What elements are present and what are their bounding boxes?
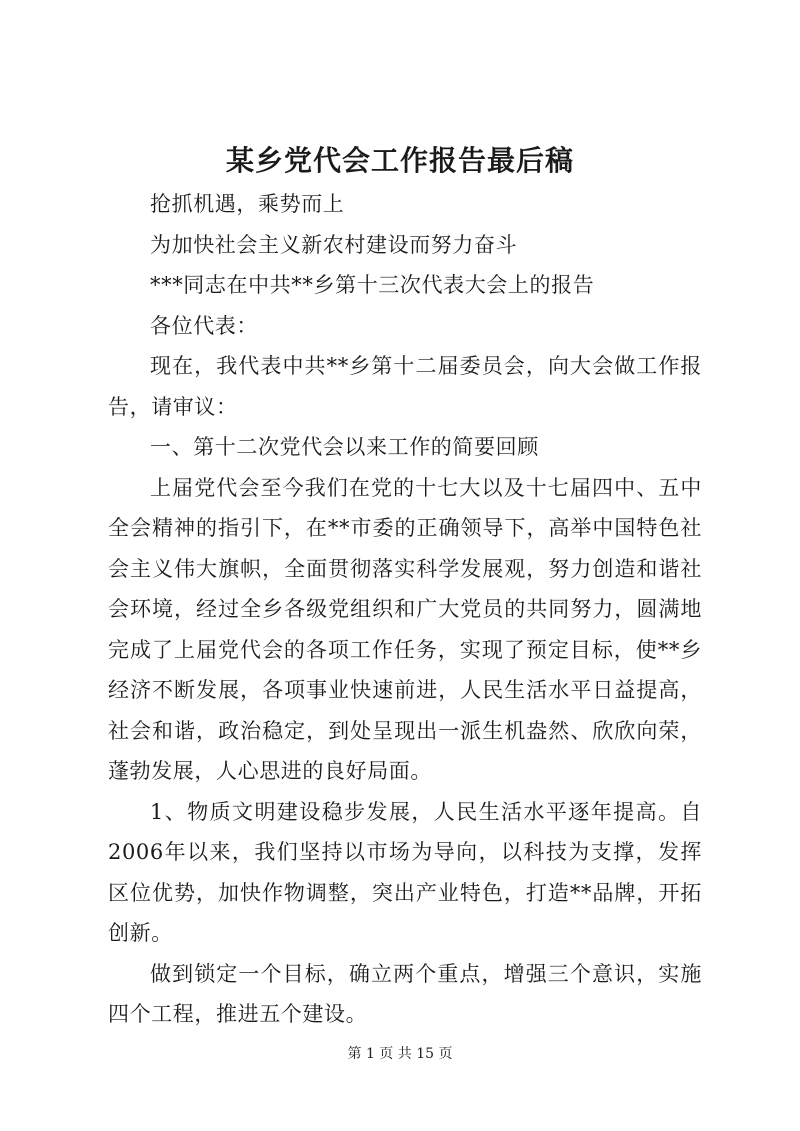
section-heading-1: 一、第十二次党代会以来工作的简要回顾 (150, 435, 539, 459)
paragraph-review: 上届党代会至今我们在党的十七大以及十七届四中、五中全会精神的指引下，在**市委的正确领导下，高举中国特色社会主义伟大旗帜，全面贯彻落实科学发展观，努力创造和谐社会环境，经过全乡各级党组织和广大党员的共同努力，圆满地完成了上届党代会的各项工作任务，实现了预定目标，使**乡经济不断发展，各项事业快速前进，人民生活水平日益提高，社会和谐，政治稳定，到处呈现出一派生机盎然、欣欣向荣，蓬勃发展，人心思进的良好局面。 (108, 475, 702, 783)
paragraph-speaker-line: ***同志在中共**乡第十三次代表大会上的报告 (150, 273, 595, 297)
document-body (108, 184, 702, 1035)
paragraph-subtitle-1: 抢抓机遇，乘势而上 (150, 192, 345, 216)
page-number-footer: 第 1 页 共 15 页 (347, 1046, 453, 1062)
paragraph-salutation: 各位代表： (150, 313, 258, 338)
paragraph-goals: 做到锁定一个目标，确立两个重点，增强三个意识，实施四个工程，推进五个建设。 (108, 961, 702, 1026)
paragraph-subtitle-2: 为加快社会主义新农村建设而努力奋斗 (150, 232, 518, 257)
document-title: 某乡党代会工作报告最后稿 (225, 144, 574, 177)
paragraph-opening: 现在，我代表中共**乡第十二届委员会，向大会做工作报告，请审议： (108, 354, 702, 419)
paragraph-item-1: 1、物质文明建设稳步发展，人民生活水平逐年提高。自2006年以来，我们坚持以市场为导向，以科技为支撑，发挥区位优势，加快作物调整，突出产业特色，打造**品牌，开拓创新。 (108, 799, 702, 945)
